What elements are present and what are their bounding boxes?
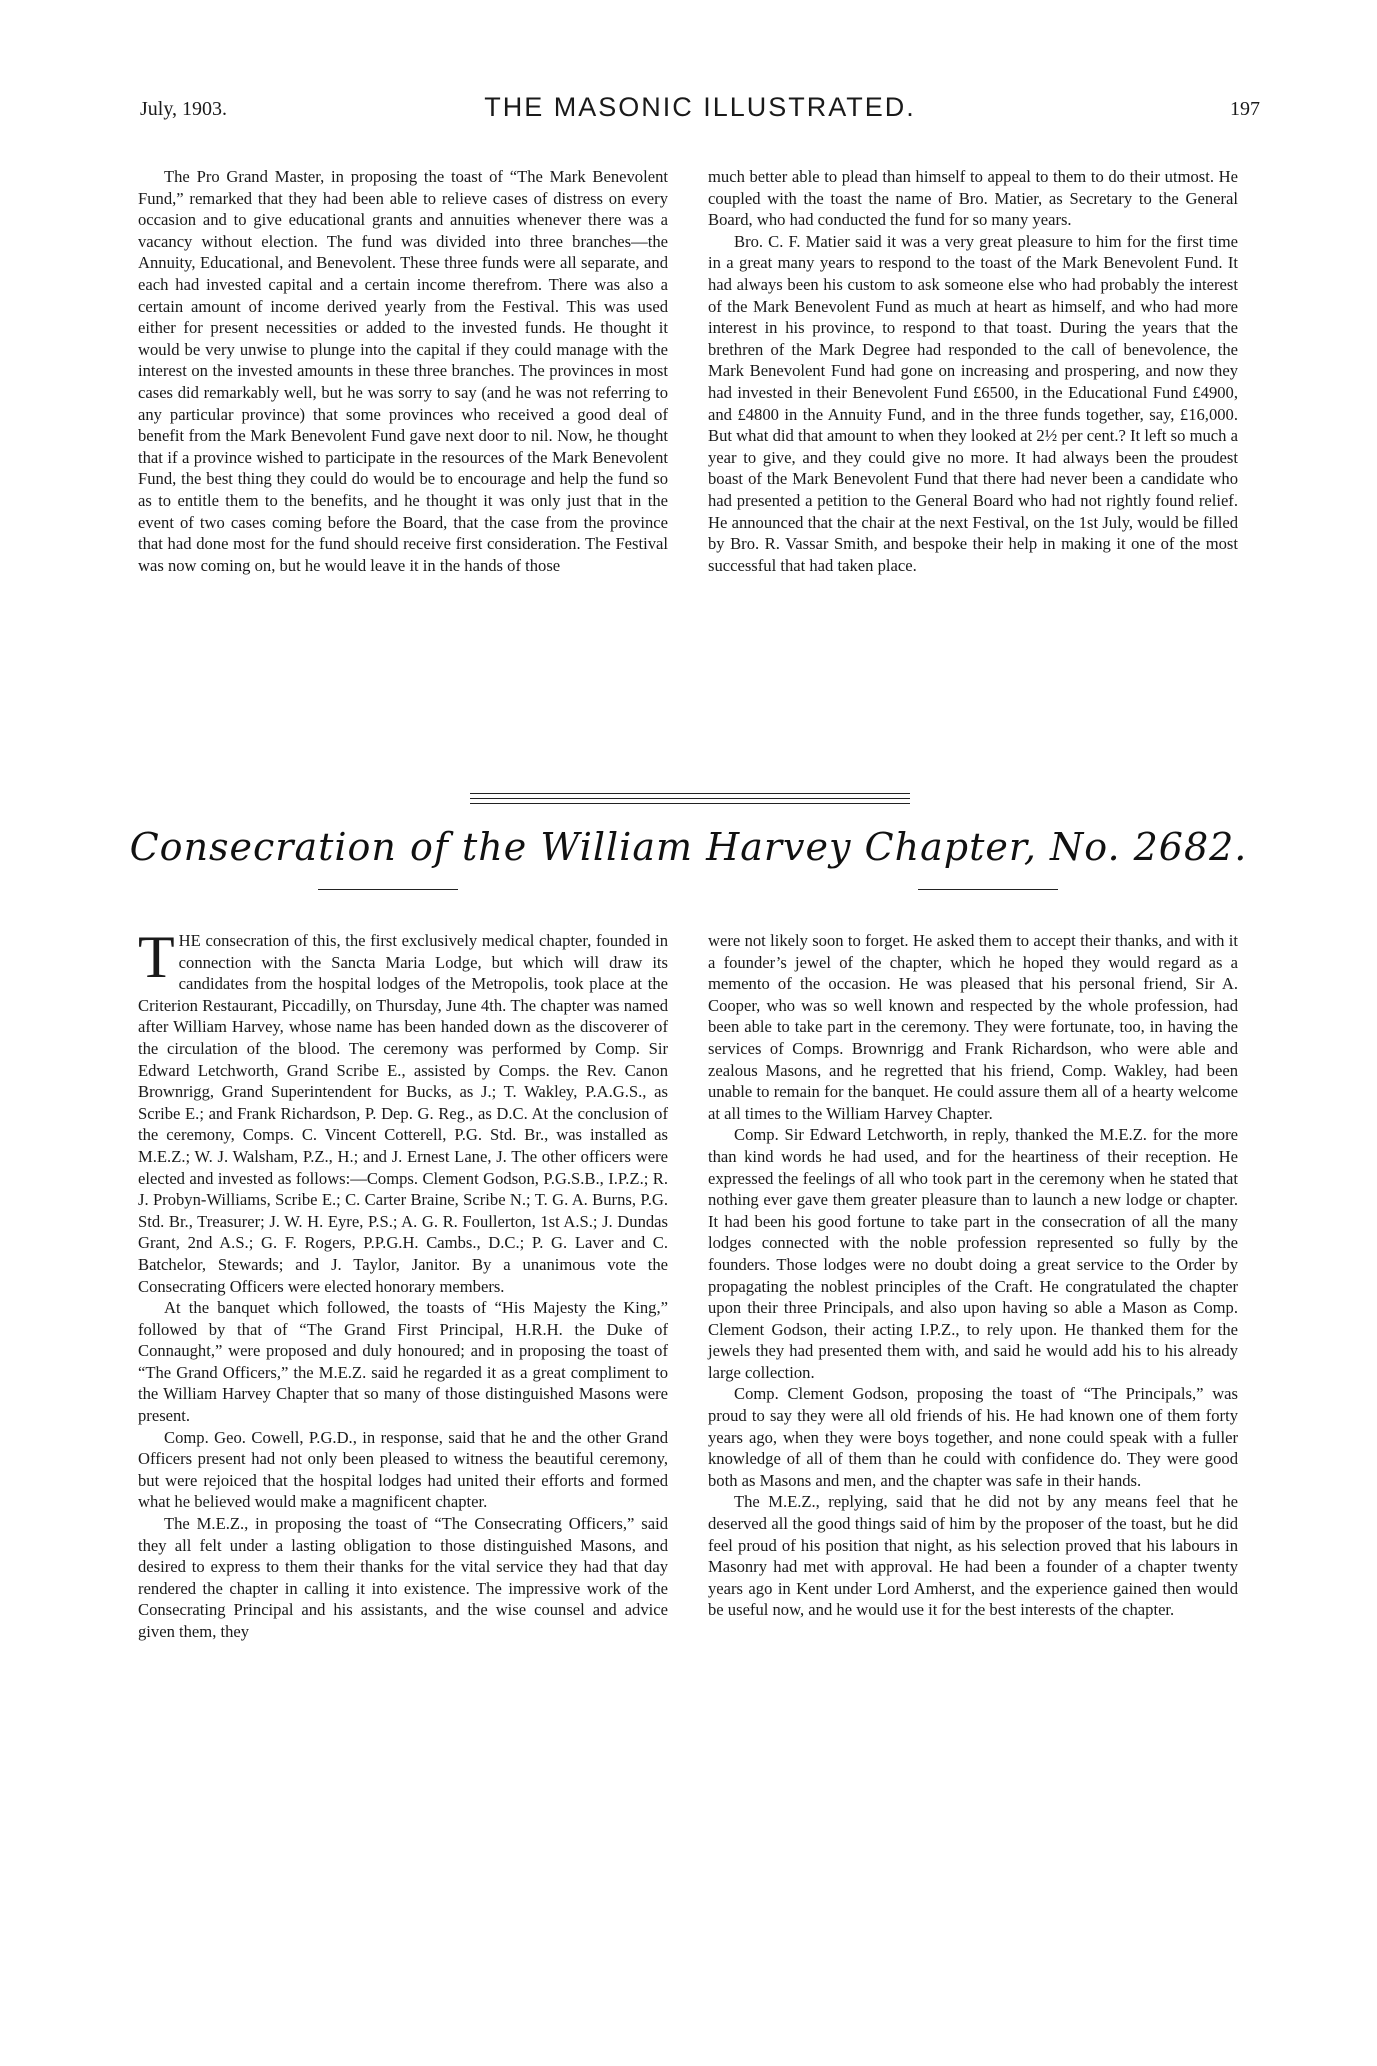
paragraph: Comp. Sir Edward Letchworth, in reply, thanked the M.E.Z. for the more than kind words he had used, and for the heartiness of their reception. He expressed the feelings of all who took part in the ceremony when he stated that nothing ever gave them greater pleasure than to launch a new lodge or chapter. It had been his good fortune to take part in the consecration of all the many lodges connected with the noble profession represented so fully by the founders. Those lodges were no doubt doing a great service to the Order by propagating the noblest principles of the Craft. He congratulated the chapter upon their three Principals, and also upon having so able a Mason as Comp. Clement Godson, their acting I.P.Z., to rely upon. He thanked them for the jewels they had presented them with, and said he would add his to his already large collection. <box>708 1125 1238 1382</box>
paragraph: The Pro Grand Master, in proposing the toast of “The Mark Benevolent Fund,” remarked that they had been able to relieve cases of distress on every occasion and to give educational grants and annuities whenever there was a vacancy without election. The fund was divided into three branches—the Annuity, Educational, and Benevolent. These three funds were all separate, and each had invested capital and a certain income therefrom. There was also a certain amount of income derived yearly from the Festival. This was used either for present necessities or added to the invested funds. He thought it would be very unwise to plunge into the capital if they could manage with the interest on the invested amounts in these three branches. The provinces in most cases did remarkably well, but he was sorry to say (and he was not referring to any particular province) that some provinces who received a good deal of benefit from the Mark Benevolent Fund gave next door to nil. Now, he thought that if a province wished to participate in the resources of the Mark Benevolent Fund, the best thing they could do would be to encourage and help the fund so as to entitle them to the benefits, and he thought it was only just that in the event of two cases coming before the Board, that the case from the province that had done most for the fund should receive first consideration. The Festival was now coming on, but he would leave it in the hands of those <box>138 167 668 575</box>
paragraph: Comp. Geo. Cowell, P.G.D., in response, said that he and the other Grand Officers present had not only been pleased to witness the beautiful ceremony, but were rejoiced that the hospital lodges had united their efforts and formed what he believed would make a magnificent chapter. <box>138 1427 668 1512</box>
article-right-column <box>708 930 1238 1621</box>
paragraph <box>138 924 668 1297</box>
publication-title: THE MASONIC ILLUSTRATED. <box>484 92 916 122</box>
running-head <box>140 92 1260 132</box>
page-number: 197 <box>1230 98 1260 120</box>
article-heading: Consecration of the William Harvey Chapter, No. 2682. <box>129 825 1248 869</box>
heading-underline-left <box>318 889 458 890</box>
paragraph: were not likely soon to forget. He asked them to accept their thanks, and with it a founder’s jewel of the chapter, which he hoped they would regard as a memento of the occasion. He was pleased that his personal friend, Sir A. Cooper, who was so well known and respected by the whole profession, had been able to take part in the ceremony. They were fortunate, too, in having the services of Comps. Brownrigg and Frank Richardson, who were able and zealous Masons, and he regretted that his friend, Comp. Wakley, had been unable to remain for the banquet. He could assure them all of a hearty welcome at all times to the William Harvey Chapter. <box>708 931 1238 1123</box>
paragraph: The M.E.Z., replying, said that he did not by any means feel that he deserved all the good things said of him by the proposer of the toast, but he did feel proud of his position that night, as his selection proved that his labours in Masonry had met with approval. He had been a founder of a chapter twenty years ago in Kent under Lord Amherst, and the experience gained then would be useful now, and he would use it for the best interests of the chapter. <box>708 1492 1238 1620</box>
top-article-right-column <box>708 166 1238 576</box>
paragraph: Bro. C. F. Matier said it was a very great pleasure to him for the first time in a great many years to respond to the toast of the Mark Benevolent Fund. It had always been his custom to ask someone else who had probably the interest of the Mark Benevolent Fund as much at heart as himself, and who had more interest in his province, to respond to that toast. During the years that the brethren of the Mark Degree had responded to the call of benevolence, the Mark Benevolent Fund had gone on increasing and prospering, and now they had invested in their Benevolent Fund £6500, in the Educational Fund £4900, and £4800 in the Annuity Fund, and in the three funds together, say, £16,000. But what did that amount to when they looked at 2½ per cent.? It left so much a year to give, and they could give no more. It had always been the proudest boast of the Mark Benevolent Fund that there had never been a candidate who had presented a petition to the General Board who had not rightly found relief. He announced that the chair at the next Festival, on the 1st July, would be filled by Bro. R. Vassar Smith, and bespoke their help in making it one of the most successful that had taken place. <box>708 231 1238 575</box>
paragraph: The M.E.Z., in proposing the toast of “The Consecrating Officers,” said they all felt under a lasting obligation to those distinguished Masons, and desired to express to them their thanks for the vital service they had that day rendered the chapter in calling it into existence. The impressive work of the Consecrating Principal and his assistants, and the wise counsel and advice given them, they <box>138 1514 668 1641</box>
section-divider-rule <box>470 803 910 804</box>
drop-cap: T <box>138 924 175 990</box>
section-divider-rule <box>470 793 910 794</box>
section-divider-rule <box>470 798 910 799</box>
article-left-column <box>138 924 668 1643</box>
paragraph: much better able to plead than himself to appeal to them to do their utmost. He coupled with the toast the name of Bro. Matier, as Secretary to the General Board, who had conducted the fund for so many years. <box>708 167 1238 230</box>
top-article-left-column <box>138 166 668 576</box>
paragraph-text: HE consecration of this, the first exclusively medical chapter, founded in connection with the Sancta Maria Lodge, but which will draw its candidates from the hospital lodges of the Metropolis, took place at the Criterion Restaurant, Piccadilly, on Thursday, June 4th. The chapter was named after William Harvey, whose name has been handed down as the discoverer of the circulation of the blood. The ceremony was performed by Comp. Sir Edward Letchworth, Grand Scribe E., assisted by Comps. the Rev. Canon Brownrigg, Grand Superintendent for Bucks, as J.; T. Wakley, P.A.G.S., as Scribe E.; and Frank Richardson, P. Dep. G. Reg., as D.C. At the conclusion of the ceremony, Comps. C. Vincent Cotterell, P.G. Std. Br., was installed as M.E.Z.; W. J. Walsham, P.Z., H.; and J. Ernest Lane, J. The other officers were elected and invested as follows:—Comps. Clement Godson, P.G.S.B., I.P.Z.; R. J. Probyn-Williams, Scribe E.; C. Carter Braine, Scribe N.; T. G. A. Burns, P.G. Std. Br., Treasurer; J. W. H. Eyre, P.S.; A. G. R. Foullerton, 1st A.S.; J. Dundas Grant, 2nd A.S.; G. F. Rogers, P.P.G.H. Cambs., D.C.; P. G. Laver and C. Batchelor, Stewards; and J. Taylor, Janitor. By a unanimous vote the Consecrating Officers were elected honorary members. <box>138 931 668 1296</box>
issue-date: July, 1903. <box>140 98 228 120</box>
paragraph: Comp. Clement Godson, proposing the toast of “The Principals,” was proud to say they were all old friends of his. He had known one of them forty years ago, when they were boys together, and none could speak with a fuller knowledge of all of them than he could with confidence do. They were good both as Masons and men, and the chapter was safe in their hands. <box>708 1384 1238 1490</box>
heading-underline-right <box>918 889 1058 890</box>
paragraph: At the banquet which followed, the toasts of “His Majesty the King,” followed by that of “The Grand First Principal, H.R.H. the Duke of Connaught,” were proposed and duly honoured; and in proposing the toast of “The Grand Officers,” the M.E.Z. said he regarded it as a great compliment to the William Harvey Chapter that so many of those distinguished Masons were present. <box>138 1298 668 1426</box>
